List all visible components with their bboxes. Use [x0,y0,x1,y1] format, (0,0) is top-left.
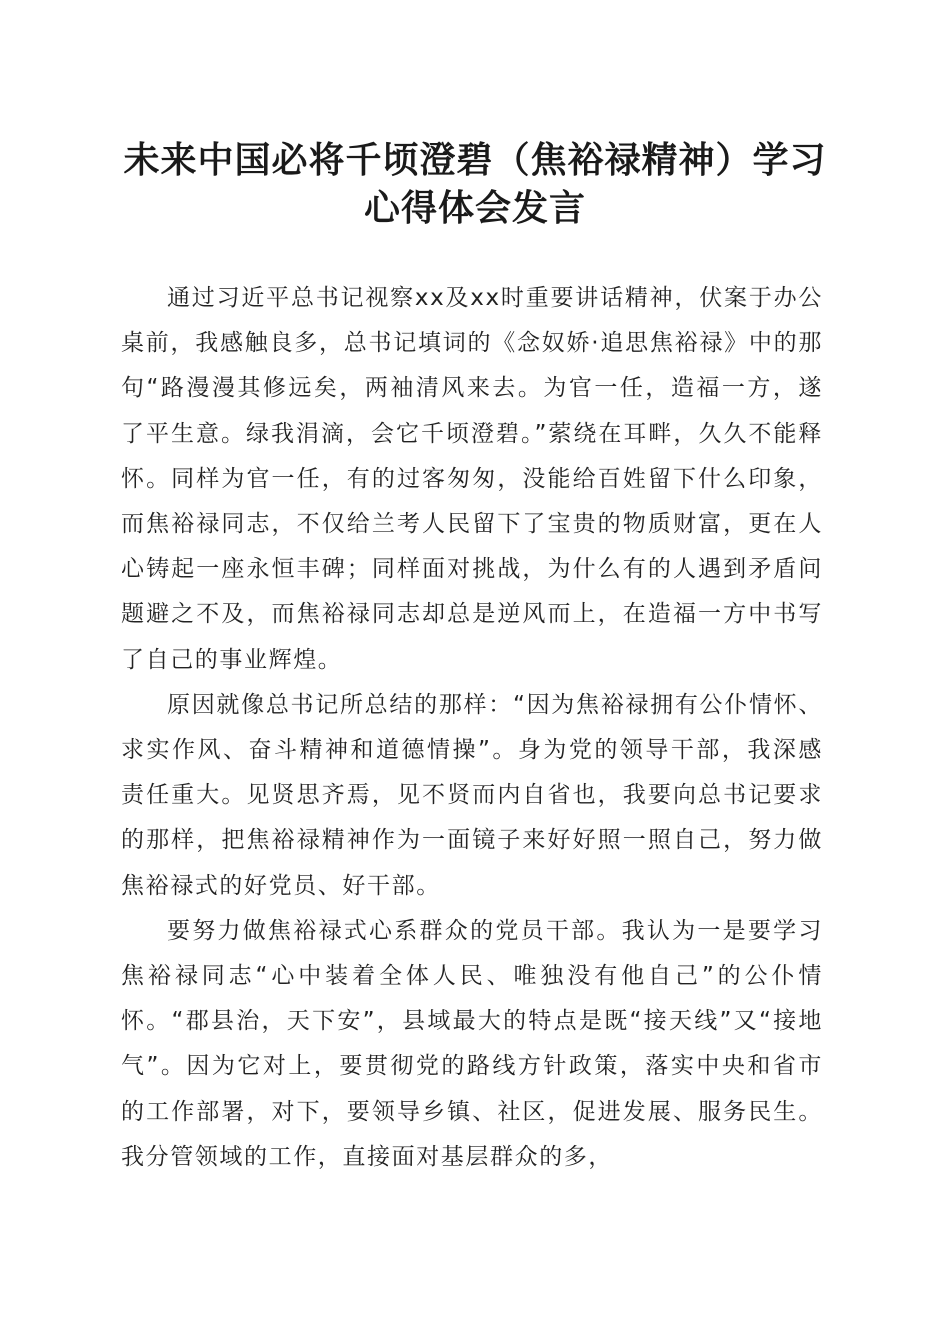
document-body [121,276,823,1180]
paragraph-3: 要努力做焦裕禄式心系群众的党员干部。我认为一是要学习焦裕禄同志“心中装着全体人民、唯独没有他自己”的公仆情怀。“郡县治，天下安”，县域最大的特点是既“接天线”又“接地气”。因为它对上，要贯彻党的路线方针政策，落实中央和省市的工作部署，对下，要领导乡镇、社区，促进发展、服务民生。我分管领域的工作，直接面对基层群众的多， [121,917,823,1170]
paragraph-1: 通过习近平总书记视察xx及xx时重要讲话精神，伏案于办公桌前，我感触良多，总书记填词的《念奴娇·追思焦裕禄》中的那句“路漫漫其修远矣，两袖清风来去。为官一任，造福一方，遂了平生意。绿我涓滴，会它千顷澄碧。”萦绕在耳畔，久久不能释怀。同样为官一任，有的过客匆匆，没能给百姓留下什么印象，而焦裕禄同志，不仅给兰考人民留下了宝贵的物质财富，更在人心铸起一座永恒丰碑；同样面对挑战，为什么有的人遇到矛盾问题避之不及，而焦裕禄同志却总是逆风而上，在造福一方中书写了自己的事业辉煌。 [121,285,823,673]
document-title: 未来中国必将千顷澄碧（焦裕禄精神）学习心得体会发言 [123,139,827,229]
paragraph-2: 原因就像总书记所总结的那样：“因为焦裕禄拥有公仆情怀、求实作风、奋斗精神和道德情操”。身为党的领导干部，我深感责任重大。见贤思齐焉，见不贤而内自省也，我要向总书记要求的那样，把焦裕禄精神作为一面镜子来好好照一照自己，努力做焦裕禄式的好党员、好干部。 [121,691,823,899]
